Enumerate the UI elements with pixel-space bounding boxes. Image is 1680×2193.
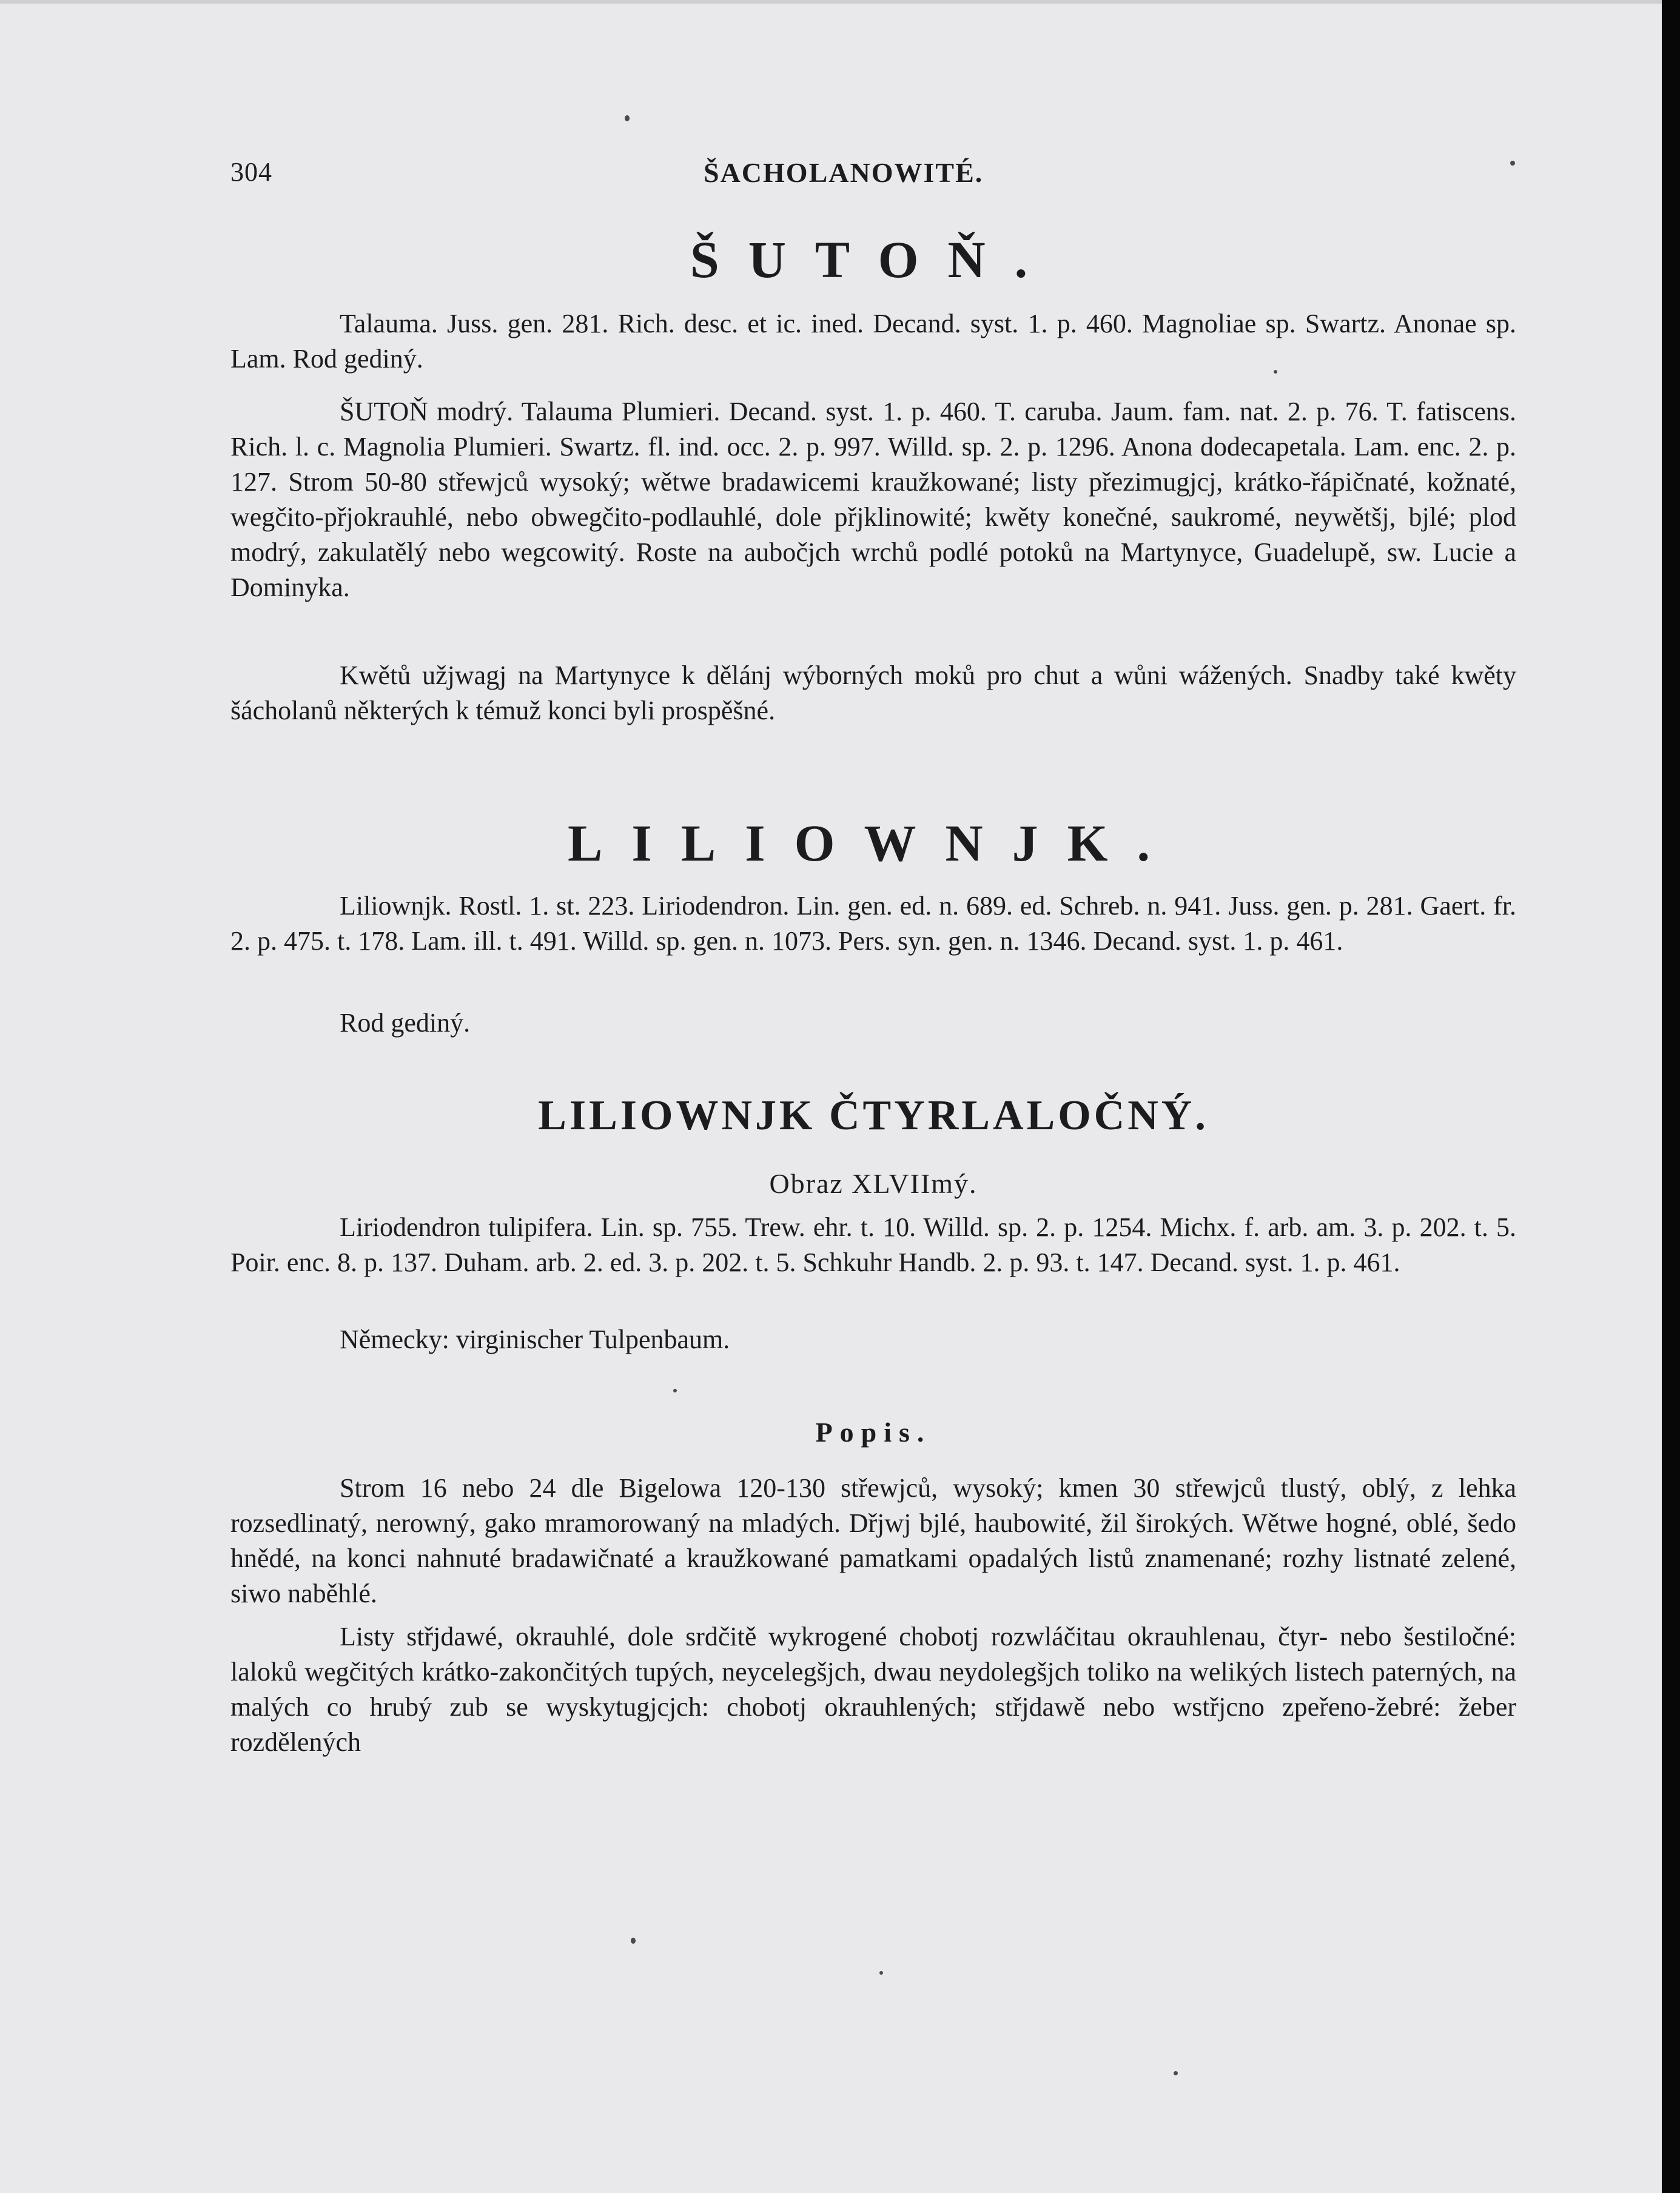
section-title-liliownjk: LILIOWNJK. [567, 814, 1180, 872]
scan-speck [625, 115, 630, 121]
scan-speck [1510, 161, 1515, 166]
paragraph-tulipifera-synonyms: Liriodendron tulipifera. Lin. sp. 755. Trew. ehr. t. 10. Willd. sp. 2. p. 1254. Michx. f. arb. am. 3. p. 202. t. 5. Poir. enc. 8. p. 137. Duham. arb. 2. ed. 3. p. 202. t. 5. Schkuhr Handb. 2. p. 93. t. 147. Decand. syst. 1. p. 461. [230, 1212, 1516, 1277]
paragraph-german-name: Německy: virginischer Tulpenbaum. [340, 1325, 730, 1354]
scan-speck [673, 1389, 677, 1392]
book-page [230, 0, 1516, 2193]
paragraph-suton-species: ŠUTOŇ modrý. Talauma Plumieri. Decand. syst. 1. p. 460. T. caruba. Jaum. fam. nat. 2. p. 76. T. fatiscens. Rich. l. c. Magnolia Plumieri. Swartz. fl. ind. occ. 2. p. 997. Willd. sp. 2. p. 1296. Anona dodecapetala. Lam. enc. 2. p. 127. Strom 50-80 střewjců wysoký; wětwe bradawicemi kraužkowané; listy přezimugjcj, krátko-řápičnaté, kožnaté, wegčito-přjokrauhlé, nebo obwegčito-podlauhlé, dole přjklinowité; kwěty konečné, saukromé, neywětšj, bjlé; plod modrý, zakulatělý nebo wegcowitý. Roste na aubočjch wrchů podlé potoků na Martynyce, Guadelupě, sw. Lucie a Dominyka. [230, 397, 1516, 602]
scan-speck [631, 1938, 636, 1944]
running-head: ŠACHOLANOWITÉ. [704, 157, 984, 188]
plate-reference: Obraz XLVIImý. [769, 1168, 978, 1199]
scan-speck [1174, 2071, 1178, 2075]
paragraph-suton-genus: Talauma. Juss. gen. 281. Rich. desc. et ic. ined. Decand. syst. 1. p. 460. Magnoliae sp. Swartz. Anonae sp. Lam. Rod gediný. [230, 309, 1516, 374]
section-title-liliownjk-ctyrlalocny: LILIOWNJK ČTYRLALOČNÝ. [538, 1092, 1209, 1139]
section-title-popis: Popis. [815, 1417, 932, 1448]
paragraph-suton-use: Kwětů užjwagj na Martynyce k dělánj wýborných moků pro chut a wůni wážených. Snadby také kwěty šácholanů některých k témuž konci byli prospěšné. [230, 660, 1516, 725]
paragraph-liliownjk-rod: Rod gediný. [340, 1008, 471, 1038]
paragraph-description-leaves: Listy střjdawé, okrauhlé, dole srdčitě wykrogené chobotj rozwláčitau okrauhlenau, čtyr- nebo šestiločné: laloků wegčitých krátko-zakončitých tupých, neycelegšjch, dwau neydolegšjch toliko na welikých listech paterných, na malých co hrubý zub se wyskytugjcjch: chobotj okrauhlených; střjdawě nebo wstřjcno zpeřeno-žebré: žeber rozdělených [230, 1622, 1516, 1757]
scan-speck [879, 1971, 883, 1975]
paragraph-liliownjk-genus: Liliownjk. Rostl. 1. st. 223. Liriodendron. Lin. gen. ed. n. 689. ed. Schreb. n. 941. Juss. gen. p. 281. Gaert. fr. 2. p. 475. t. 178. Lam. ill. t. 491. Willd. sp. gen. n. 1073. Pers. syn. gen. n. 1346. Decand. syst. 1. p. 461. [230, 891, 1516, 956]
scan-speck [1274, 370, 1277, 374]
section-title-suton: ŠUTOŇ. [690, 230, 1057, 289]
page-header [230, 156, 1516, 193]
page-number: 304 [230, 157, 272, 187]
scan-right-border [1662, 0, 1680, 2193]
paragraph-description-tree: Strom 16 nebo 24 dle Bigelowa 120-130 střewjců, wysoký; kmen 30 střewjců tlustý, oblý, z lehka rozsedlinatý, nerowný, gako mramorowaný na mladých. Dřjwj bjlé, haubowité, žil širokých. Wětwe hogné, oblé, šedo hnědé, na konci nahnuté bradawičnaté a kraužkowané pamatkami opadalých listů znamenané; rozhy listnaté zelené, siwo naběhlé. [230, 1473, 1516, 1608]
